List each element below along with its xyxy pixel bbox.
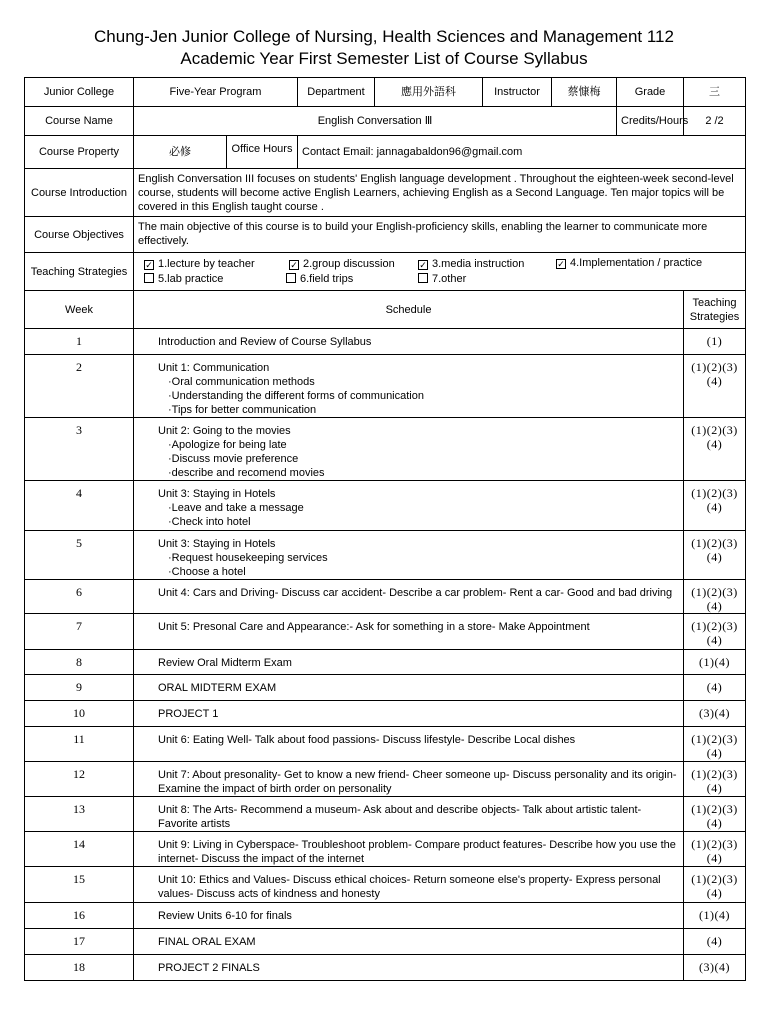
strategy-option-6 — [286, 272, 353, 286]
week-schedule — [134, 355, 684, 418]
week-schedule — [134, 481, 684, 531]
schedule-topic: Unit 4: Cars and Driving- Discuss car accident- Describe a car problem- Rent a car- Good and bad driving — [158, 587, 673, 599]
course-intro-text: English Conversation III focuses on students' English language development . Throughout the eighteen-week second-level course, students will become active English Learners, achieving English as a Second Language. Ten major topics will be covered in this English taught course . — [134, 169, 746, 217]
week-number: 14 — [25, 832, 134, 867]
week-row — [25, 727, 746, 762]
week-row — [25, 614, 746, 650]
week-schedule — [134, 675, 684, 701]
schedule-topic: Unit 3: Staying in Hotels — [158, 538, 276, 550]
week-row — [25, 355, 746, 418]
contact-email: Contact Email: jannagabaldon96@gmail.com — [298, 136, 746, 169]
schedule-topic: Review Oral Midterm Exam — [158, 657, 292, 669]
schedule-topic: PROJECT 1 — [158, 708, 219, 720]
week-row — [25, 329, 746, 355]
week-number: 2 — [25, 355, 134, 418]
week-teaching-strategies: (1)(2)(3)(4) — [684, 481, 746, 531]
unchecked-box-icon — [418, 273, 428, 283]
week-teaching-strategies: (1)(2)(3)(4) — [684, 418, 746, 481]
unchecked-box-icon — [286, 273, 296, 283]
schedule-topic: Review Units 6-10 for finals — [158, 910, 292, 922]
title-line-2: Academic Year First Semester List of Course Syllabus — [180, 49, 588, 68]
strategy-label: 4.Implementation / practice — [570, 257, 703, 269]
week-row — [25, 762, 746, 797]
week-teaching-strategies: (1) — [684, 329, 746, 355]
week-row — [25, 867, 746, 903]
week-teaching-strategies: (1)(2)(3)(4) — [684, 867, 746, 903]
checked-box-icon: ✓ — [557, 259, 565, 269]
schedule-topic: Unit 2: Going to the movies — [158, 425, 291, 437]
week-number: 1 — [25, 329, 134, 355]
week-row — [25, 650, 746, 675]
course-property-label: Course Property — [25, 136, 134, 169]
week-schedule — [134, 762, 684, 797]
week-row — [25, 675, 746, 701]
week-schedule — [134, 832, 684, 867]
credits-label: Credits/Hours — [617, 107, 684, 136]
week-schedule — [134, 867, 684, 903]
instructor-label: Instructor — [483, 78, 552, 107]
week-number: 13 — [25, 797, 134, 832]
week-row — [25, 929, 746, 955]
course-property-row — [25, 136, 746, 169]
schedule-subtopic: ·Tips for better communication — [168, 404, 317, 416]
department-value: 應用外語科 — [401, 85, 456, 98]
course-intro-row — [25, 169, 746, 217]
unchecked-box-icon — [144, 273, 154, 283]
schedule-topic: FINAL ORAL EXAM — [158, 936, 256, 948]
course-name-label: Course Name — [25, 107, 134, 136]
week-schedule — [134, 650, 684, 675]
grade-value: 三 — [684, 78, 746, 107]
schedule-subtopic: ·Understanding the different forms of communication — [168, 390, 424, 402]
schedule-topic: ORAL MIDTERM EXAM — [158, 682, 277, 694]
week-teaching-strategies: (1)(2)(3)(4) — [684, 832, 746, 867]
week-teaching-strategies: (1)(2)(3)(4) — [684, 727, 746, 762]
schedule-subtopic: ·Request housekeeping services — [168, 552, 328, 564]
week-schedule — [134, 614, 684, 650]
strategy-label: 6.field trips — [300, 273, 354, 285]
week-schedule — [134, 329, 684, 355]
week-row — [25, 531, 746, 580]
schedule-subtopic: ·Discuss movie preference — [168, 453, 299, 465]
grade-label: Grade — [617, 78, 684, 107]
schedule-topic: Unit 8: The Arts- Recommend a museum- Ask about and describe objects- Talk about artistic talent- Favorite artists — [158, 804, 642, 830]
week-number: 3 — [25, 418, 134, 481]
syllabus-table — [24, 77, 746, 981]
strategy-label: 5.lab practice — [158, 273, 224, 285]
checked-box-icon: ✓ — [145, 260, 153, 270]
checked-box-icon: ✓ — [419, 260, 427, 270]
junior-college-label: Junior College — [25, 78, 134, 107]
week-row — [25, 580, 746, 614]
week-row — [25, 955, 746, 981]
course-property-value: 必修 — [134, 136, 227, 169]
week-row — [25, 903, 746, 929]
office-hours-label: Office Hours — [227, 136, 298, 169]
week-schedule — [134, 531, 684, 580]
schedule-subtopic: ·Apologize for being late — [168, 439, 287, 451]
week-teaching-strategies: (1)(2)(3)(4) — [684, 531, 746, 580]
week-number: 8 — [25, 650, 134, 675]
week-teaching-strategies: (4) — [684, 929, 746, 955]
course-objectives-label: Course Objectives — [25, 217, 134, 253]
schedule-topic: Unit 1: Communication — [158, 362, 270, 374]
schedule-header: Schedule — [134, 291, 684, 329]
strategy-option-7 — [418, 272, 466, 286]
week-number: 12 — [25, 762, 134, 797]
schedule-topic: Unit 5: Presonal Care and Appearance:- Ask for something in a store- Make Appointment — [158, 621, 590, 633]
week-row — [25, 797, 746, 832]
week-schedule — [134, 903, 684, 929]
checked-box-icon: ✓ — [290, 260, 298, 270]
schedule-subtopic: ·Choose a hotel — [168, 566, 246, 578]
week-number: 11 — [25, 727, 134, 762]
schedule-topic: Unit 7: About presonality- Get to know a new friend- Cheer someone up- Discuss personality and its origin- Examine the impact of birth order on personality — [158, 769, 677, 795]
program-value: Five-Year Program — [134, 78, 298, 107]
week-teaching-strategies: (1)(2)(3)(4) — [684, 762, 746, 797]
course-name-value: English Conversation Ⅲ — [134, 107, 617, 136]
week-row — [25, 832, 746, 867]
week-number: 9 — [25, 675, 134, 701]
strategy-label: 2.group discussion — [303, 258, 395, 270]
course-objectives-row — [25, 217, 746, 253]
strategy-label: 3.media instruction — [432, 258, 525, 270]
schedule-subtopic: ·Check into hotel — [168, 516, 251, 528]
week-schedule — [134, 701, 684, 727]
schedule-subtopic: ·Oral communication methods — [168, 376, 315, 388]
week-teaching-strategies: (3)(4) — [684, 955, 746, 981]
week-number: 4 — [25, 481, 134, 531]
week-number: 16 — [25, 903, 134, 929]
schedule-topic: PROJECT 2 FINALS — [158, 962, 260, 974]
strategy-label: 7.other — [432, 273, 467, 285]
schedule-subtopic: ·describe and recomend movies — [168, 467, 325, 479]
week-schedule — [134, 727, 684, 762]
strategy-option-2 — [289, 257, 395, 271]
schedule-topic: Unit 9: Living in Cyberspace- Troubleshoot problem- Compare product features- Describe how you use the internet- Discuss the impact of the internet — [158, 839, 676, 865]
week-schedule — [134, 929, 684, 955]
week-teaching-strategies: (1)(4) — [684, 650, 746, 675]
week-teaching-strategies: (1)(2)(3)(4) — [684, 580, 746, 614]
course-objectives-text: The main objective of this course is to build your English-proficiency skills, enabling the learner to communicate more effectively. — [134, 217, 746, 253]
strategy-option-5 — [144, 272, 223, 286]
week-number: 15 — [25, 867, 134, 903]
strategies-header: Teaching Strategies — [684, 291, 746, 329]
week-number: 6 — [25, 580, 134, 614]
instructor-value: 蔡慷梅 — [552, 78, 617, 107]
strategy-option-4 — [556, 256, 702, 270]
week-teaching-strategies: (1)(2)(3)(4) — [684, 614, 746, 650]
course-name-row — [25, 107, 746, 136]
title-line-1: Chung-Jen Junior College of Nursing, Health Sciences and Management 112 — [94, 27, 674, 46]
teaching-strategies-row — [25, 253, 746, 291]
credits-value: 2 /2 — [684, 107, 746, 136]
strategy-option-3 — [418, 257, 524, 271]
schedule-header-row — [25, 291, 746, 329]
strategy-label: 1.lecture by teacher — [158, 258, 255, 270]
week-header: Week — [25, 291, 134, 329]
week-number: 18 — [25, 955, 134, 981]
schedule-topic: Unit 6: Eating Well- Talk about food passions- Discuss lifestyle- Describe Local dishes — [158, 734, 576, 746]
week-row — [25, 701, 746, 727]
week-row — [25, 481, 746, 531]
week-schedule — [134, 418, 684, 481]
week-number: 5 — [25, 531, 134, 580]
teaching-strategies-label: Teaching Strategies — [25, 253, 134, 291]
schedule-topic: Unit 3: Staying in Hotels — [158, 488, 276, 500]
week-teaching-strategies: (1)(2)(3)(4) — [684, 355, 746, 418]
schedule-topic: Introduction and Review of Course Syllabus — [158, 336, 372, 348]
week-teaching-strategies: (4) — [684, 675, 746, 701]
week-teaching-strategies: (3)(4) — [684, 701, 746, 727]
week-row — [25, 418, 746, 481]
week-schedule — [134, 580, 684, 614]
week-teaching-strategies: (1)(2)(3)(4) — [684, 797, 746, 832]
strategy-options — [134, 254, 745, 289]
page-title — [0, 26, 768, 70]
week-schedule — [134, 797, 684, 832]
schedule-topic: Unit 10: Ethics and Values- Discuss ethical choices- Return someone else's property- Express personal values- Discuss acts of kindness and honesty — [158, 874, 661, 900]
week-schedule — [134, 955, 684, 981]
department-label: Department — [298, 78, 375, 106]
week-teaching-strategies: (1)(4) — [684, 903, 746, 929]
week-number: 17 — [25, 929, 134, 955]
week-number: 10 — [25, 701, 134, 727]
strategy-option-1 — [144, 257, 255, 271]
course-intro-label: Course Introduction — [25, 169, 134, 217]
week-number: 7 — [25, 614, 134, 650]
schedule-subtopic: ·Leave and take a message — [168, 502, 304, 514]
header-info-row — [25, 78, 746, 107]
